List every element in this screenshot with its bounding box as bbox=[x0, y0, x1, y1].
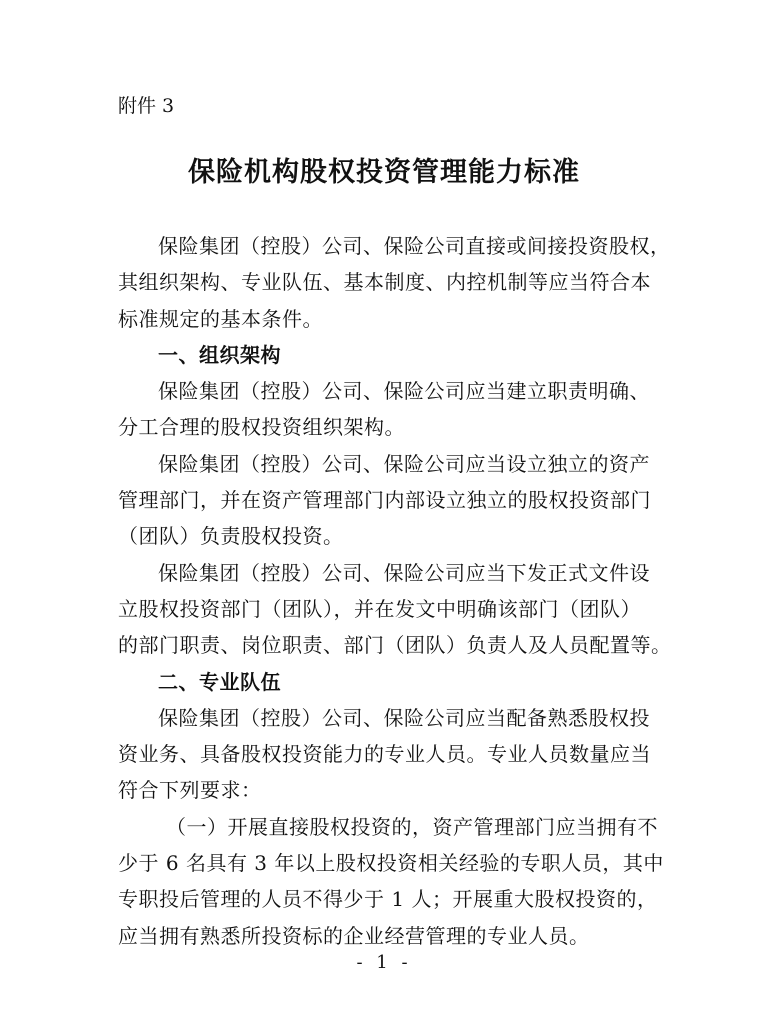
paragraph-line: 少于 6 名具有 3 年以上股权投资相关经验的专职人员，其中 bbox=[118, 851, 664, 876]
page-number: - 1 - bbox=[356, 952, 412, 973]
paragraph-line: 保险集团（控股）公司、保险公司应当建立职责明确、 bbox=[158, 379, 650, 404]
paragraph-line: 保险集团（控股）公司、保险公司应当配备熟悉股权投 bbox=[158, 705, 650, 730]
paragraph-line: （团队）负责股权投资。 bbox=[118, 524, 344, 549]
document-body bbox=[118, 228, 672, 954]
paragraph-line: 分工合理的股权投资组织架构。 bbox=[118, 415, 405, 440]
attachment-label: 附件 3 bbox=[118, 95, 175, 117]
paragraph-line: 符合下列要求： bbox=[118, 778, 262, 803]
paragraph-line: 立股权投资部门（团队），并在发文中明确该部门（团队） bbox=[118, 596, 641, 621]
paragraph-line: 保险集团（控股）公司、保险公司应当下发正式文件设 bbox=[158, 560, 650, 585]
document-title: 保险机构股权投资管理能力标准 bbox=[188, 157, 580, 188]
section-heading-team: 二、专业队伍 bbox=[158, 669, 281, 694]
paragraph-line: 专职投后管理的人员不得少于 1 人；开展重大股权投资的， bbox=[118, 887, 658, 912]
paragraph-line: 应当拥有熟悉所投资标的企业经营管理的专业人员。 bbox=[118, 923, 590, 948]
paragraph-line: 管理部门，并在资产管理部门内部设立独立的股权投资部门 bbox=[118, 488, 651, 513]
paragraph-line: 的部门职责、岗位职责、部门（团队）负责人及人员配置等。 bbox=[118, 633, 672, 658]
paragraph-line: 资业务、具备股权投资能力的专业人员。专业人员数量应当 bbox=[118, 742, 651, 767]
paragraph-line: 保险集团（控股）公司、保险公司直接或间接投资股权， bbox=[158, 234, 671, 258]
paragraph-line: 其组织架构、专业队伍、基本制度、内控机制等应当符合本 bbox=[118, 270, 651, 295]
paragraph-line: 保险集团（控股）公司、保险公司应当设立独立的资产 bbox=[158, 451, 650, 476]
paragraph-line: （一）开展直接股权投资的，资产管理部门应当拥有不 bbox=[166, 814, 658, 839]
paragraph-line: 标准规定的基本条件。 bbox=[118, 306, 323, 331]
section-heading-organization: 一、组织架构 bbox=[158, 342, 281, 367]
